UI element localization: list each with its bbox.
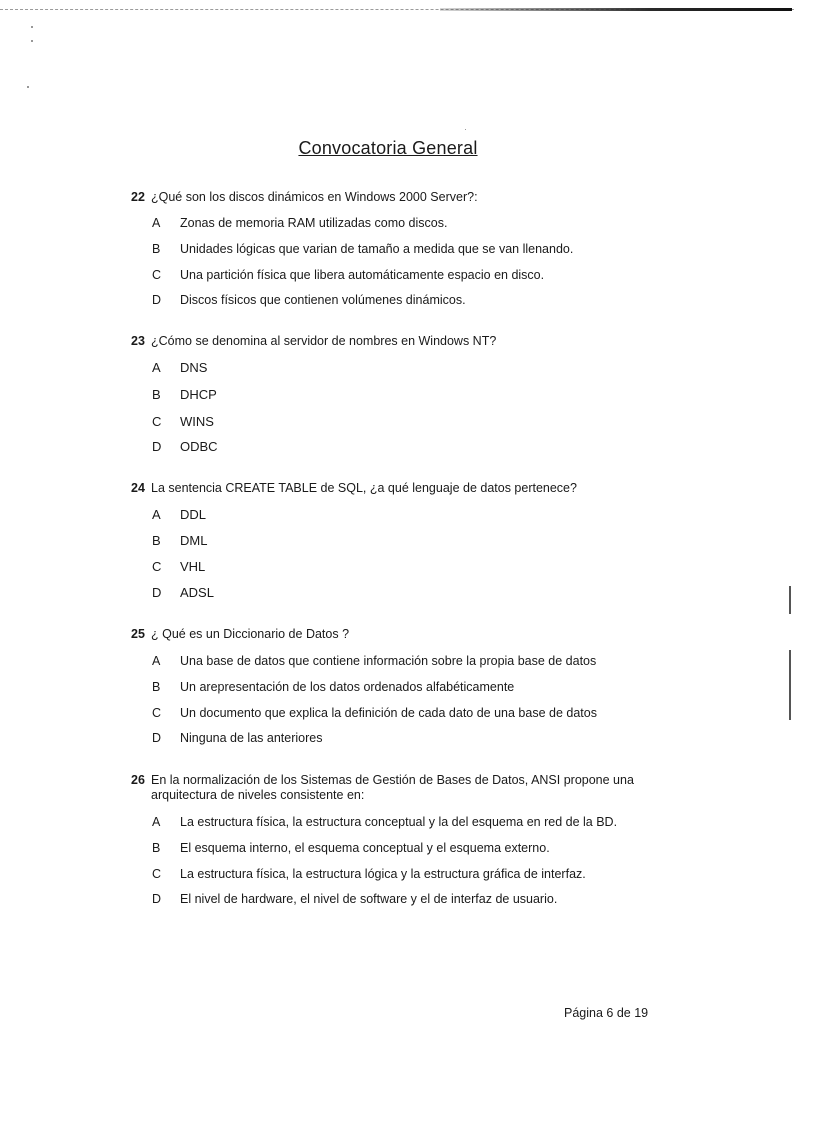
option-b xyxy=(152,841,550,856)
question-number: 24 xyxy=(131,481,145,495)
option-c xyxy=(152,559,205,574)
option-text: La estructura física, la estructura conceptual y la del esquema en red de la BD. xyxy=(180,815,618,829)
option-text: Una partición física que libera automáticamente espacio en disco. xyxy=(180,268,545,282)
scan-top-shadow xyxy=(440,8,792,11)
question-header xyxy=(131,334,691,349)
scan-speck xyxy=(27,86,29,88)
option-letter: A xyxy=(152,507,161,522)
option-letter: B xyxy=(152,387,161,402)
option-letter: A xyxy=(152,360,161,375)
option-d xyxy=(152,585,214,600)
page-title: Convocatoria General xyxy=(298,138,478,158)
question-number: 25 xyxy=(131,627,145,641)
option-text: DNS xyxy=(180,360,208,375)
option-letter: A xyxy=(152,654,161,668)
option-letter: B xyxy=(152,242,161,256)
option-b xyxy=(152,533,207,548)
question-text: ¿Qué son los discos dinámicos en Windows 2000 Server?: xyxy=(151,190,478,204)
option-letter: C xyxy=(152,559,162,574)
option-letter: C xyxy=(152,867,162,881)
option-letter: B xyxy=(152,533,161,548)
question-text: La sentencia CREATE TABLE de SQL, ¿a qué lenguaje de datos pertenece? xyxy=(151,481,577,495)
question-header xyxy=(131,481,691,496)
question-text: ¿ Qué es un Diccionario de Datos ? xyxy=(151,627,350,641)
scan-speck xyxy=(465,129,466,130)
option-text: La estructura física, la estructura lógica y la estructura gráfica de interfaz. xyxy=(180,867,586,881)
option-text: El esquema interno, el esquema conceptual y el esquema externo. xyxy=(180,841,550,855)
option-c xyxy=(152,867,586,882)
scan-speck xyxy=(31,40,33,42)
option-letter: C xyxy=(152,268,162,282)
option-text: VHL xyxy=(180,559,206,574)
question-number: 23 xyxy=(131,334,145,348)
option-text: DDL xyxy=(180,507,207,522)
question-header xyxy=(131,773,691,803)
option-a xyxy=(152,360,207,375)
option-letter: D xyxy=(152,585,162,600)
option-letter: B xyxy=(152,841,161,855)
option-c xyxy=(152,706,597,721)
question-text: ¿Cómo se denomina al servidor de nombres en Windows NT? xyxy=(151,334,497,348)
option-letter: D xyxy=(152,892,162,906)
option-text: WINS xyxy=(180,414,214,429)
option-text: Una base de datos que contiene información sobre la propia base de datos xyxy=(180,654,597,668)
option-d xyxy=(152,439,218,454)
option-text: DML xyxy=(180,533,208,548)
option-text: ODBC xyxy=(180,439,218,454)
option-letter: C xyxy=(152,414,162,429)
option-text: Un arepresentación de los datos ordenados alfabéticamente xyxy=(180,680,515,694)
scan-speck xyxy=(31,26,33,28)
option-b xyxy=(152,680,514,695)
option-letter: D xyxy=(152,731,162,745)
option-c xyxy=(152,414,214,429)
option-a xyxy=(152,815,617,830)
option-text: El nivel de hardware, el nivel de software y el de interfaz de usuario. xyxy=(180,892,558,906)
option-a xyxy=(152,654,596,669)
option-letter: A xyxy=(152,216,161,230)
option-a xyxy=(152,507,206,522)
option-letter: A xyxy=(152,815,161,829)
option-b xyxy=(152,242,573,257)
question-header xyxy=(131,190,691,205)
option-d xyxy=(152,892,557,907)
option-text: Discos físicos que contienen volúmenes dinámicos. xyxy=(180,293,466,307)
scan-edge-mark xyxy=(789,586,791,614)
page-number: Página 6 de 19 xyxy=(564,1006,649,1020)
question-number: 22 xyxy=(131,190,145,204)
option-text: Zonas de memoria RAM utilizadas como discos. xyxy=(180,216,448,230)
option-d xyxy=(152,731,322,746)
question-header xyxy=(131,627,691,642)
option-d xyxy=(152,293,466,308)
option-a xyxy=(152,216,447,231)
scan-edge-mark xyxy=(789,650,791,720)
option-b xyxy=(152,387,217,402)
option-letter: D xyxy=(152,293,162,307)
option-text: ADSL xyxy=(180,585,214,600)
option-text: Un documento que explica la definición de cada dato de una base de datos xyxy=(180,706,597,720)
option-letter: C xyxy=(152,706,162,720)
option-text: Ninguna de las anteriores xyxy=(180,731,323,745)
option-c xyxy=(152,268,544,283)
option-text: Unidades lógicas que varian de tamaño a medida que se van llenando. xyxy=(180,242,574,256)
option-text: DHCP xyxy=(180,387,217,402)
question-text: En la normalización de los Sistemas de Gestión de Bases de Datos, ANSI propone una arquitectura de niveles consistente en: xyxy=(151,773,634,802)
question-number: 26 xyxy=(131,773,145,787)
option-letter: B xyxy=(152,680,161,694)
option-letter: D xyxy=(152,439,162,454)
